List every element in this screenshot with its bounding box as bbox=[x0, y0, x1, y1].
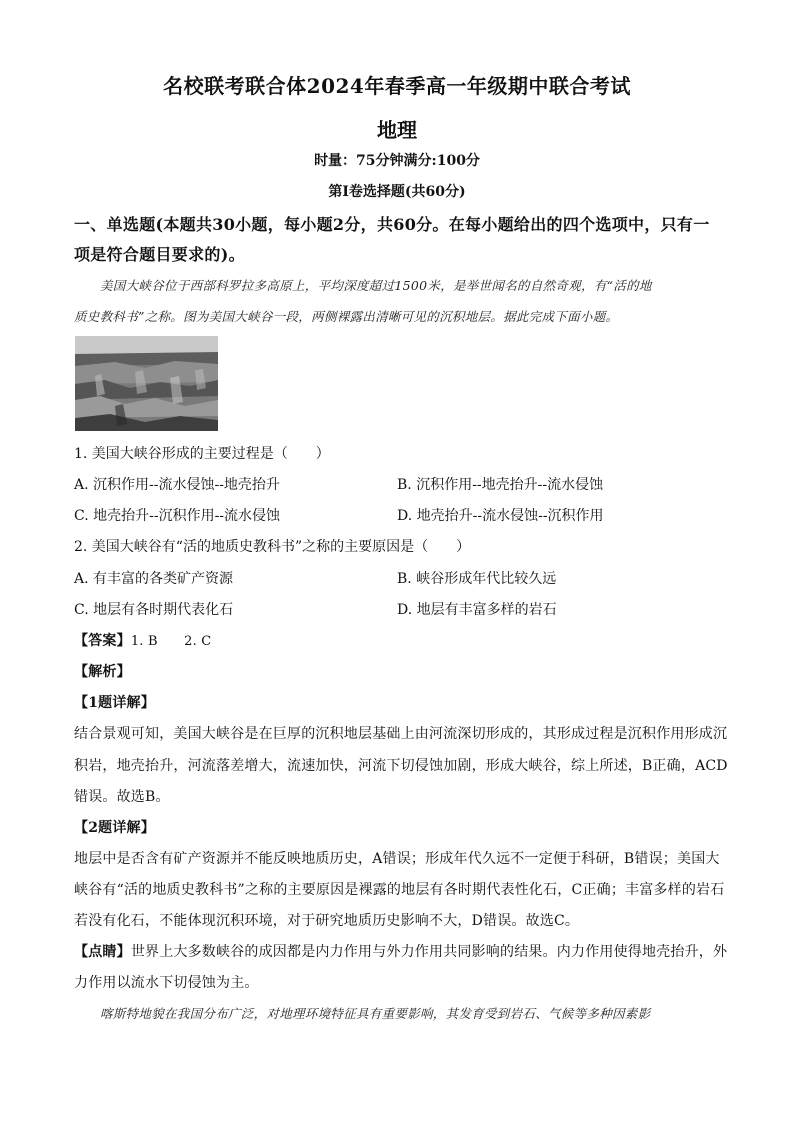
answer-line bbox=[74, 630, 211, 650]
tip-label: 【点睛】 bbox=[74, 944, 131, 960]
grand-canyon-photo bbox=[75, 336, 218, 431]
tip-text-line1: 世界上大多数峡谷的成因都是内力作用与外力作用共同影响的结果。内力作用使得地壳抬升，外 bbox=[130, 944, 728, 960]
q1-stem: 1. 美国大峡谷形成的主要过程是（ ） bbox=[74, 446, 330, 462]
analysis-label: 【解析】 bbox=[74, 664, 131, 680]
q1-option-b: B. 沉积作用--地壳抬升--流水侵蚀 bbox=[397, 477, 604, 493]
detail2-line2: 峡谷有“活的地质史教科书”之称的主要原因是裸露的地层有各时期代表性化石，C正确；丰富多样的岩石 bbox=[74, 882, 725, 898]
passage1-line1: 美国大峡谷位于西部科罗拉多高原上，平均深度超过1500米，是举世闻名的自然奇观，有“活的地 bbox=[100, 278, 652, 293]
tip-line1 bbox=[74, 941, 727, 961]
q2-stem: 2. 美国大峡谷有“活的地质史教科书”之称的主要原因是（ ） bbox=[74, 539, 471, 555]
section-heading-line1: 一、单选题(本题共30小题，每小题2分，共60分。在每小题给出的四个选项中，只有一 bbox=[74, 215, 710, 234]
detail2-line3: 若没有化石，不能体现沉积环境，对于研究地质历史影响不大，D错误。故选C。 bbox=[74, 913, 580, 929]
section-heading-line2: 项是符合题目要求的)。 bbox=[74, 245, 245, 264]
detail2-line1: 地层中是否含有矿产资源并不能反映地质历史，A错误；形成年代久远不一定便于科研，B错误；美国大 bbox=[74, 851, 720, 867]
passage2-line1: 喀斯特地貌在我国分布广泛，对地理环境特征具有重要影响，其发育受到岩石、气候等多种因素影 bbox=[100, 1006, 651, 1021]
detail1-line1: 结合景观可知，美国大峡谷是在巨厚的沉积地层基础上由河流深切形成的，其形成过程是沉积作用形成沉 bbox=[74, 726, 728, 742]
canyon-image bbox=[75, 336, 218, 431]
detail1-line3: 错误。故选B。 bbox=[74, 789, 170, 805]
tip-line2: 力作用以流水下切侵蚀为主。 bbox=[74, 975, 259, 991]
q2-option-b: B. 峡谷形成年代比较久远 bbox=[397, 571, 557, 587]
q1-option-d: D. 地壳抬升--流水侵蚀--沉积作用 bbox=[397, 508, 604, 524]
part-heading: 第Ⅰ卷选择题(共60分) bbox=[328, 184, 466, 200]
answer-text: 1. B 2. C bbox=[130, 634, 212, 649]
answer-label: 【答案】 bbox=[74, 633, 131, 649]
passage1-line2: 质史教科书”之称。图为美国大峡谷一段，两侧裸露出清晰可见的沉积地层。据此完成下面小题。 bbox=[74, 309, 619, 324]
detail1-label: 【1题详解】 bbox=[74, 695, 155, 711]
q1-option-a: A. 沉积作用--流水侵蚀--地壳抬升 bbox=[74, 477, 280, 493]
detail1-line2: 积岩，地壳抬升，河流落差增大，流速加快，河流下切侵蚀加剧，形成大峡谷，综上所述，B正确，ACD bbox=[74, 758, 728, 774]
q1-option-c: C. 地壳抬升--沉积作用--流水侵蚀 bbox=[74, 508, 281, 524]
q2-option-d: D. 地层有丰富多样的岩石 bbox=[397, 602, 557, 618]
q2-option-c: C. 地层有各时期代表化石 bbox=[74, 602, 234, 618]
q2-option-a: A. 有丰富的各类矿产资源 bbox=[74, 571, 234, 587]
exam-meta: 时量：75分钟满分:100分 bbox=[314, 153, 480, 169]
subject-title: 地理 bbox=[377, 118, 417, 142]
detail2-label: 【2题详解】 bbox=[74, 820, 155, 836]
exam-title: 名校联考联合体2024年春季高一年级期中联合考试 bbox=[163, 74, 631, 98]
